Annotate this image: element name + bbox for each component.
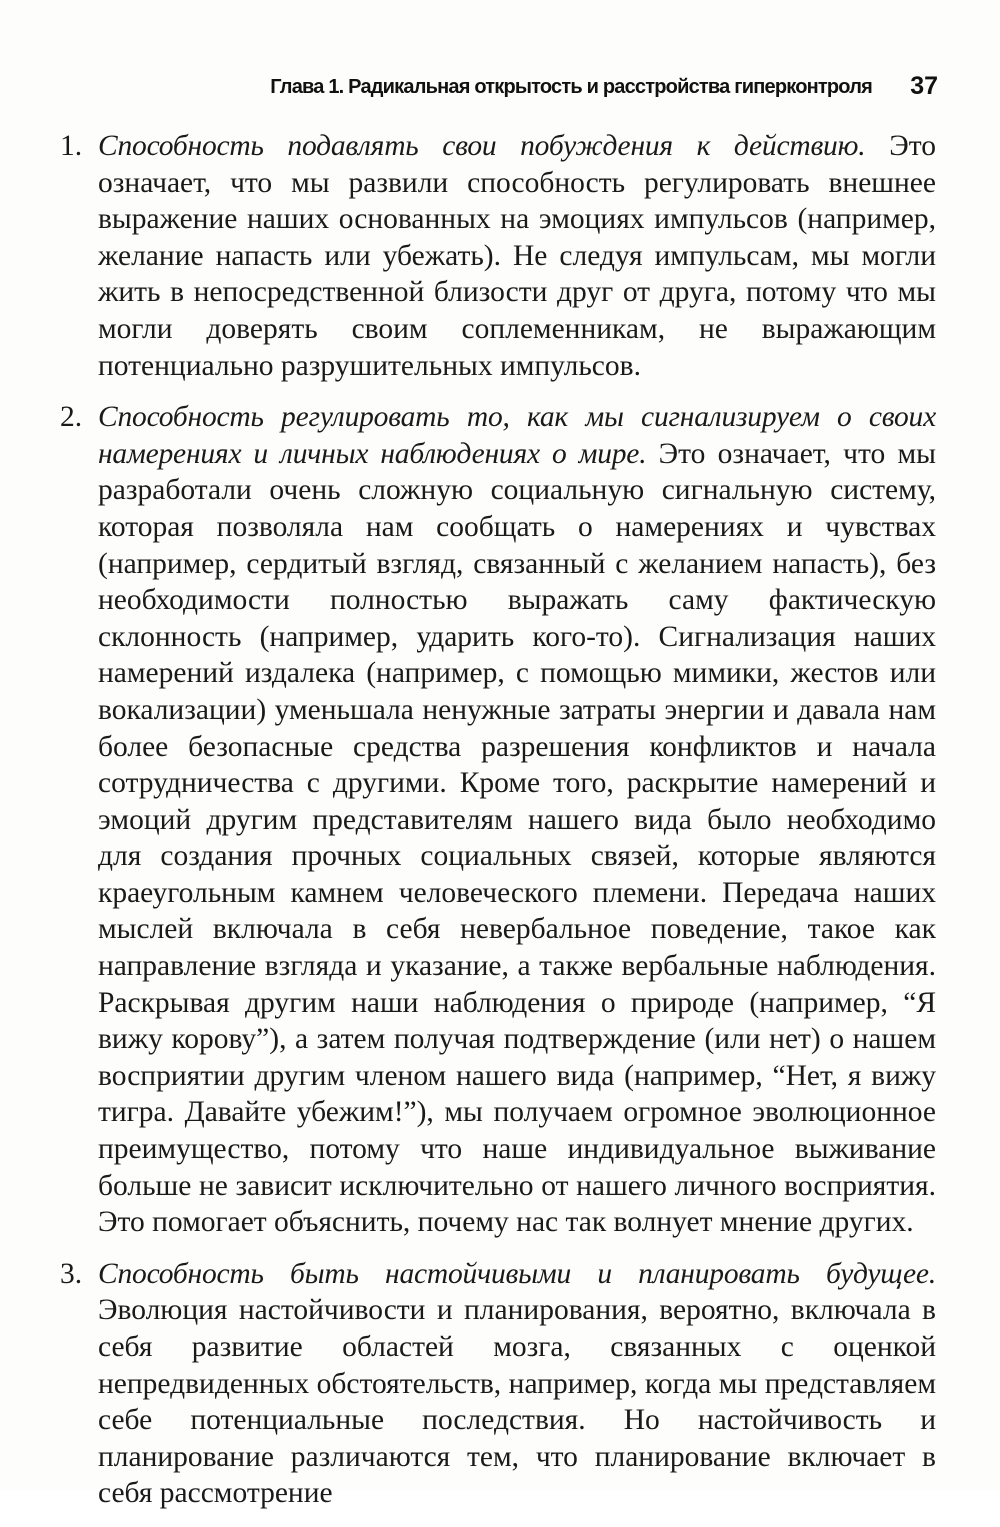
numbered-list: [60, 128, 936, 1527]
page-number: 37: [910, 72, 938, 100]
list-item: [60, 128, 936, 384]
list-item-number: 1.: [60, 130, 83, 162]
list-item-text: Эволюция настойчивости и планирования, вероятно, включала в себя развитие областей мозга, связанных с оценкой непредвиденных обстоятельств, например, когда мы представляем себе потенциальные последствия. Но настойчивость и планирование различаются тем, что планирование включает в себя рассмотрение: [98, 1294, 936, 1510]
list-item-lead: Способность регулировать то, как мы сигнализируем о своих намерениях и личных наблюдениях о мире.: [98, 401, 936, 470]
running-title: Глава 1. Радикальная открытость и расстройства гиперконтроля: [270, 76, 872, 98]
list-item-lead: Способность быть настойчивыми и планировать будущее.: [98, 1257, 936, 1290]
list-item: [60, 399, 936, 1241]
list-item-number: 2.: [60, 401, 83, 434]
list-item-lead: Способность подавлять свои побуждения к действию.: [98, 130, 866, 162]
list-item-text: Это означает, что мы разработали очень сложную социальную сигнальную систему, которая позволяла нам сообщать о намерениях и чувствах (например, сердитый взгляд, связанный с желанием напасть), без необходимости полностью выражать саму фактическую склонность (например, ударить кого-то). Сигнализация наших намерений издалека (например, с помощью мимики, жестов или вокализации) уменьшала ненужные затраты энергии и давала нам более безопасные средства разрешения конфликтов и начала сотрудничества с другими. Кроме того, раскрытие намерений и эмоций другим представителям нашего вида было необходимо для создания прочных социальных связей, которые являются краеугольным камнем человеческого племени. Передача наших мыслей включала в себя невербальное поведение, такое как направление взгляда и указание, а также вербальные наблюдения. Раскрывая другим наши наблюдения о природе (например, “Я вижу корову”), а затем получая подтверждение (или нет) о нашем восприятии другим членом нашего вида (например, “Нет, я вижу тигра. Давайте убежим!”), мы получаем огромное эволюционное преимущество, потому что наше индивидуальное выживание больше не зависит исключительно от нашего личного восприятия. Это помогает объяснить, почему нас так волнует мнение других.: [98, 437, 937, 1239]
running-head: [200, 72, 938, 104]
list-item-text: Это означает, что мы развили способность регулировать внешнее выражение наших основанных на эмоциях импульсов (например, желание напасть или убежать). Не следуя импульсам, мы могли жить в непосредственной близости друг от друга, потому что мы могли доверять своим соплеменникам, не выражающим потенциально разрушительных импульсов.: [98, 130, 936, 382]
list-item-number: 3.: [60, 1257, 83, 1290]
list-item: [60, 1256, 936, 1512]
